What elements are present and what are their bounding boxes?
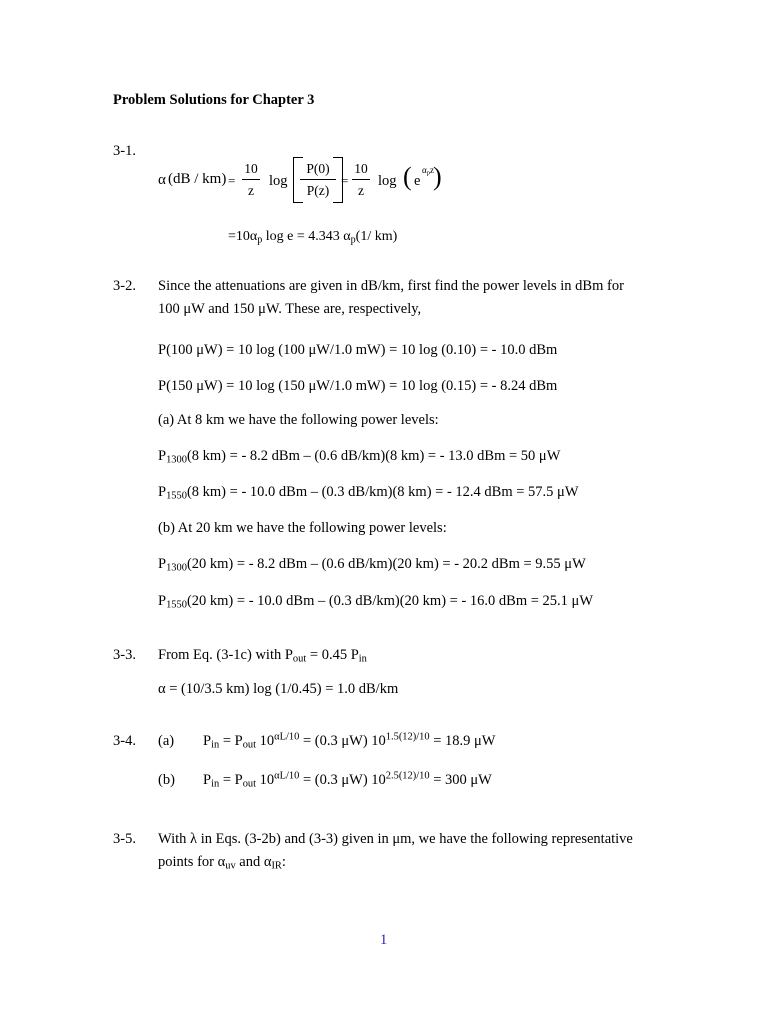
p1550-8km-equation: [158, 485, 579, 500]
page-number: 1: [380, 932, 388, 948]
p35-sub-uv: uv: [225, 860, 236, 872]
p1550-20km-rest: (20 km) = - 10.0 dBm – (0.3 dB/km)(20 km) = - 16.0 dBm = 25.1 μW: [186, 593, 594, 609]
p33-text-b: = 0.45 P: [306, 647, 359, 663]
problem-3-5-text-line-1: With λ in Eqs. (3-2b) and (3-3) given in μm, we have the following representative: [158, 831, 633, 847]
pin-b-mid: = P: [219, 772, 243, 788]
pin-a-end: = 18.9 μW: [429, 733, 496, 749]
p33-sub-in: in: [358, 653, 367, 665]
pin-a-ten: 10: [256, 733, 275, 749]
eq2-sub-p-2: p: [350, 234, 356, 246]
p1300-8km-equation: [158, 449, 560, 464]
part-b-label: (b): [158, 772, 175, 788]
fraction-10-over-z: [242, 162, 260, 197]
p35-text-b: and α: [235, 854, 272, 870]
fraction-denominator-2: z: [358, 182, 364, 198]
power-150uw-equation: P(150 μW) = 10 log (150 μW/1.0 mW) = 10 log (0.15) = - 8.24 dBm: [158, 378, 558, 394]
problem-3-3-text: [158, 648, 367, 663]
power-ratio-bar: [300, 179, 336, 180]
pin-b-p: P: [203, 772, 212, 788]
pin-a-mid-2: = (0.3 μW) 10: [299, 733, 386, 749]
fraction-denominator: z: [248, 182, 254, 198]
pin-a-sup-1: αL/10: [274, 731, 300, 743]
p1550-8km-sub: 1550: [166, 490, 187, 502]
p33-sub-out: out: [292, 653, 307, 665]
open-parenthesis: (: [403, 162, 412, 191]
p1550-20km-sub: 1550: [166, 599, 187, 611]
eq2-part-c: (1/ km): [355, 229, 398, 244]
power-100uw-equation: P(100 μW) = 10 log (100 μW/1.0 mW) = 10 log (0.10) = - 10.0 dBm: [158, 342, 558, 358]
equals-sign-2: =: [341, 173, 349, 188]
pin-b-ten: 10: [256, 772, 275, 788]
eq2-part-b: log e = 4.343 α: [262, 229, 351, 244]
pin-b-sub-out: out: [242, 778, 257, 790]
problem-3-5-text-line-2: [158, 855, 286, 870]
exponent-z: z: [429, 165, 434, 175]
part-a-heading: (a) At 8 km we have the following power levels:: [158, 412, 439, 428]
fraction-numerator-2: 10: [354, 161, 368, 176]
exponent-sub: p: [426, 169, 430, 177]
p1300-20km-rest: (20 km) = - 8.2 dBm – (0.6 dB/km)(20 km) = - 20.2 dBm = 9.55 μW: [186, 556, 586, 572]
fraction-bar: [242, 179, 260, 180]
pin-a-sub-out: out: [242, 739, 257, 751]
equation-line-2: [228, 230, 397, 244]
fraction-bar-2: [352, 179, 370, 180]
pin-a-sub-in: in: [211, 739, 220, 751]
power-ratio-denominator: P(z): [306, 182, 330, 198]
problem-3-5-label: 3-5.: [113, 831, 136, 847]
pin-a-sup-2: 1.5(12)/10: [385, 731, 430, 743]
close-parenthesis: ): [433, 162, 442, 191]
pin-b-sub-in: in: [211, 778, 220, 790]
fraction-10-over-z-2: [352, 162, 370, 197]
eq2-sub-p: p: [257, 234, 263, 246]
p1300-20km-equation: [158, 557, 586, 572]
p35-text-c: :: [281, 854, 286, 870]
power-ratio-fraction: [300, 162, 336, 197]
attenuation-equation: α = (10/3.5 km) log (1/0.45) = 1.0 dB/km: [158, 681, 399, 697]
eq2-part-a: =10α: [228, 229, 258, 244]
p1300-20km-p: P: [158, 556, 167, 572]
page-title: Problem Solutions for Chapter 3: [113, 92, 315, 108]
pin-equation-a: [203, 731, 496, 751]
p35-sub-ir: IR: [271, 860, 282, 872]
alpha-symbol: α: [158, 172, 166, 188]
problem-3-4-label: 3-4.: [113, 733, 136, 749]
power-ratio-numerator: P(0): [306, 161, 330, 176]
pin-b-sup-1: αL/10: [274, 770, 300, 782]
pin-b-mid-2: = (0.3 μW) 10: [299, 772, 386, 788]
problem-3-2-label: 3-2.: [113, 278, 136, 294]
pin-b-sup-2: 2.5(12)/10: [385, 770, 430, 782]
p35-text-a: points for α: [158, 854, 226, 870]
pin-a-mid: = P: [219, 733, 243, 749]
problem-3-1-label: 3-1.: [113, 143, 136, 159]
p1550-8km-rest: (8 km) = - 10.0 dBm – (0.3 dB/km)(8 km) = - 12.4 dBm = 57.5 μW: [186, 484, 579, 500]
log-operator-2: log: [378, 173, 397, 189]
p1300-20km-sub: 1300: [166, 562, 187, 574]
fraction-numerator: 10: [244, 161, 258, 176]
p1300-8km-rest: (8 km) = - 8.2 dBm – (0.6 dB/km)(8 km) = - 13.0 dBm = 50 μW: [186, 448, 561, 464]
problem-3-2-text-line-2: 100 μW and 150 μW. These are, respectively,: [158, 301, 422, 317]
pin-b-end: = 300 μW: [429, 772, 492, 788]
pin-equation-b: [203, 770, 492, 790]
part-a-label: (a): [158, 733, 175, 749]
p1300-8km-sub: 1300: [166, 454, 187, 466]
p33-text-a: From Eq. (3-1c) with P: [158, 647, 293, 663]
p1550-8km-p: P: [158, 484, 167, 500]
exponent-alpha: α: [422, 165, 427, 175]
pin-a-p: P: [203, 733, 212, 749]
exponential-base: e: [414, 173, 421, 189]
equals-sign: =: [228, 173, 236, 188]
alpha-unit: (dB / km): [168, 171, 227, 187]
log-operator: log: [269, 173, 288, 189]
p1550-20km-p: P: [158, 593, 167, 609]
p1550-20km-equation: [158, 594, 593, 609]
problem-3-3-label: 3-3.: [113, 647, 136, 663]
p1300-8km-p: P: [158, 448, 167, 464]
part-b-heading: (b) At 20 km we have the following power levels:: [158, 520, 447, 536]
problem-3-2-text-line-1: Since the attenuations are given in dB/km, first find the power levels in dBm for: [158, 278, 624, 294]
